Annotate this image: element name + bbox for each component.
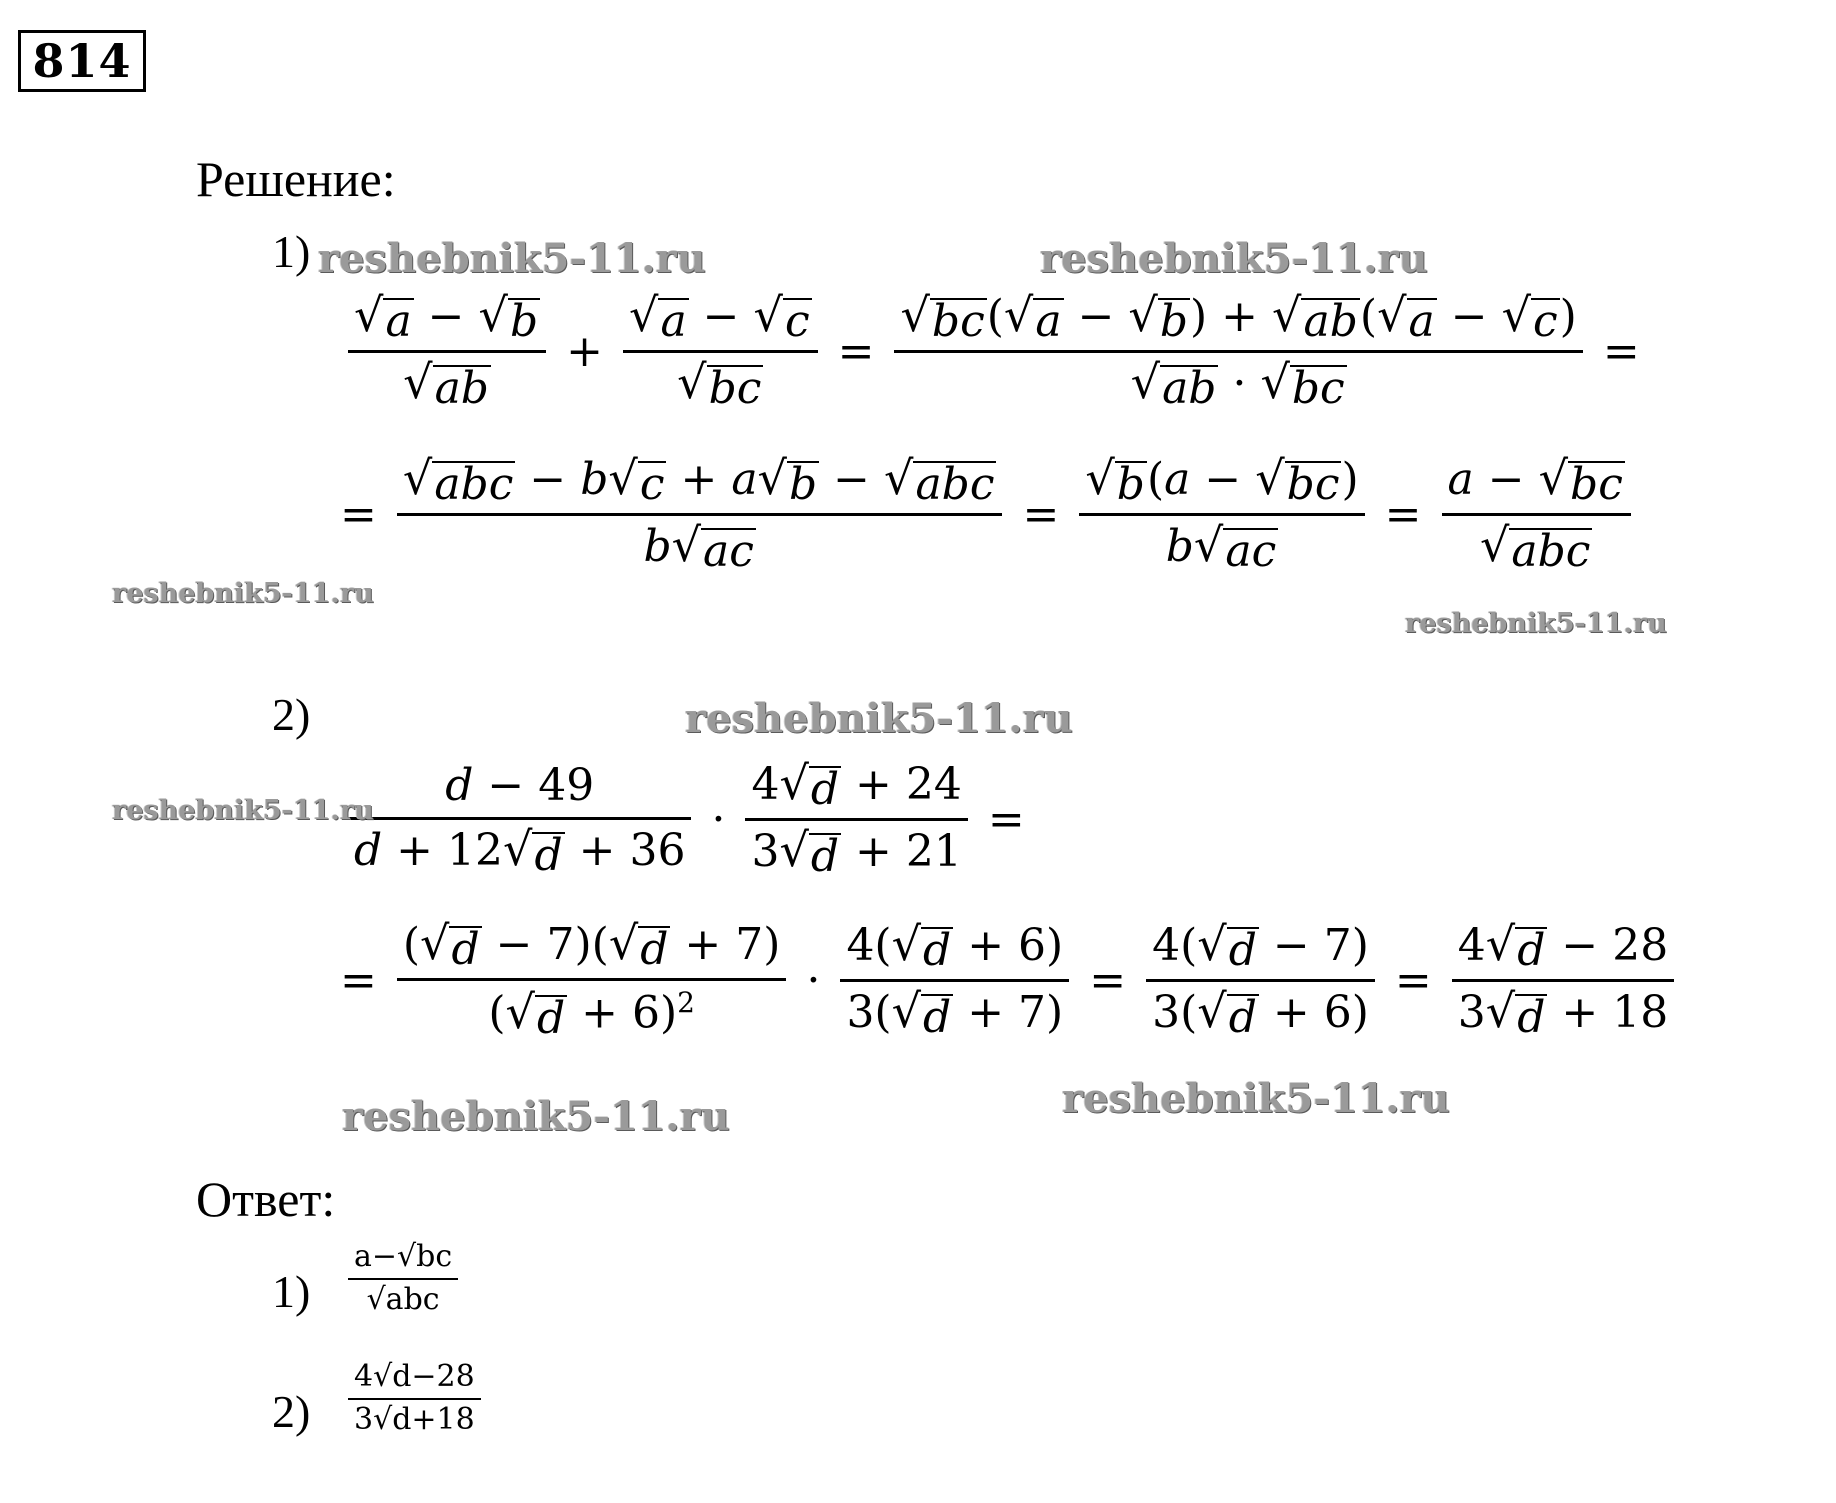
problem-number: 814 <box>18 30 146 92</box>
answer2-numerator: 4√d−28 <box>354 1359 475 1394</box>
part2-line2-equation: = ( √ d − 7)( √ d + 7) ( √ d + 6)$^2$ · 4( √ d + 6) 3( √ d + 7) = 4( √ d − 7) 3( √ d + 6) = 4 √ d − 28 3 √ d + 18 <box>340 920 1682 1041</box>
watermark: reshebnik5-11.ru <box>1062 1075 1450 1122</box>
fraction: d − 49 d + 12 √ d + 36 <box>348 761 691 879</box>
watermark: reshebnik5-11.ru <box>342 1093 730 1140</box>
fraction: √ a − √ c √ bc <box>623 292 818 411</box>
watermark: reshebnik5-11.ru <box>318 235 706 282</box>
part2-line1-equation: d − 49 d + 12 √ d + 36 · 4 √ d + 24 3 √ d + 21 = <box>340 760 1037 879</box>
fraction: 4( √ d + 6) 3( √ d + 7) <box>840 921 1069 1040</box>
fraction: 4 √ d − 28 3 √ d + 18 <box>1452 921 1674 1040</box>
fraction: √ bc ( √ a − √ b ) + √ ab ( √ a − √ c ) √ ab · √ bc <box>894 292 1582 411</box>
watermark: reshebnik5-11.ru <box>112 578 374 609</box>
answer1-label: 1) <box>272 1266 311 1317</box>
answer2-denominator: 3√d+18 <box>354 1401 475 1437</box>
part2-label: 2) <box>272 689 311 740</box>
fraction: a − √ bc √ abc <box>1442 455 1631 574</box>
watermark: reshebnik5-11.ru <box>1040 235 1428 282</box>
fraction: √ a − √ b √ ab <box>348 292 546 411</box>
fraction: 4 √ d + 24 3 √ d + 21 <box>745 760 967 879</box>
answer2-fraction <box>340 1360 489 1437</box>
part1-line1-equation: √ a − √ b √ ab + √ a − √ c √ bc = √ bc ( √ a − √ b ) + √ ab ( √ a − √ c ) √ ab · √ bc = <box>340 292 1652 411</box>
fraction: 4( √ d − 7) 3( √ d + 6) <box>1146 921 1375 1040</box>
part1-line2-equation: = √ abc − b √ c + a √ b − √ abc b √ ac = √ b (a − √ bc ) b √ ac = a − √ bc √ abc <box>340 455 1639 574</box>
watermark: reshebnik5-11.ru <box>112 795 374 826</box>
fraction: √ abc − b √ c + a √ b − √ abc b √ ac <box>397 455 1003 574</box>
fraction: √ b (a − √ bc ) b √ ac <box>1079 455 1364 574</box>
answer2-label: 2) <box>272 1386 311 1437</box>
solution-heading: Решение: <box>196 151 396 207</box>
watermark: reshebnik5-11.ru <box>685 695 1073 742</box>
fraction: ( √ d − 7)( √ d + 7) ( √ d + 6)$^2$ <box>397 920 787 1041</box>
answer-heading: Ответ: <box>196 1171 336 1227</box>
answer1-numerator: a−√bc <box>354 1239 453 1274</box>
part1-label: 1) <box>272 226 311 277</box>
watermark: reshebnik5-11.ru <box>1405 608 1667 639</box>
answer1-fraction <box>340 1240 466 1317</box>
answer1-denominator: √abc <box>366 1281 440 1317</box>
